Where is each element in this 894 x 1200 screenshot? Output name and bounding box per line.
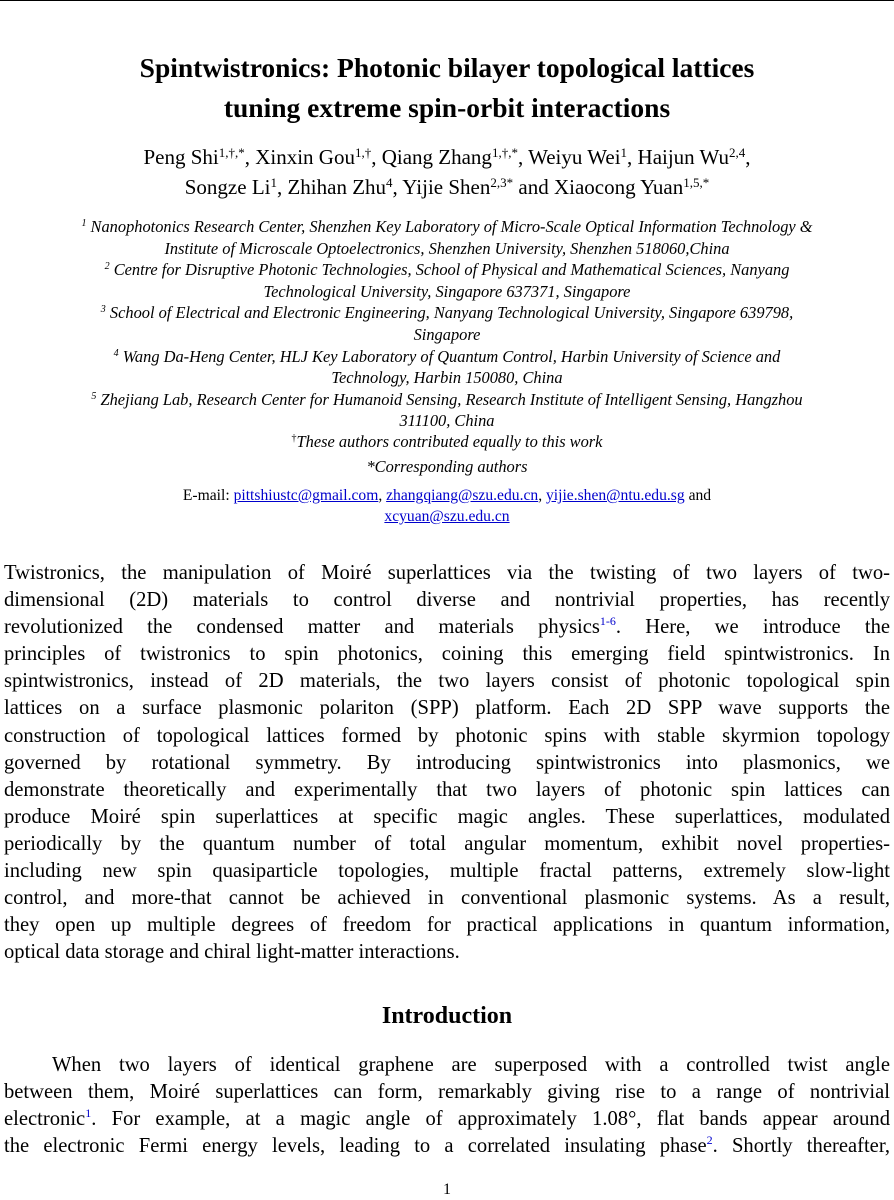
title-line-2: tuning extreme spin-orbit interactions	[223, 92, 671, 123]
intro-line	[4, 1106, 890, 1133]
abstract-line	[4, 614, 890, 641]
author-and: and	[518, 175, 549, 199]
corresponding-authors-note: *Corresponding authors	[366, 457, 528, 476]
author-affil-sup: 1	[620, 145, 628, 160]
author-name: Haijun Wu	[637, 145, 730, 169]
affiliation-4-line-2: Technology, Harbin 150080, China	[331, 368, 563, 388]
intro-line-text: the electronic Fermi energy levels, leading to a correlated insulating phase	[4, 1135, 707, 1158]
abstract-line: produce Moiré spin superlattices at specific magic angles. These superlattices, modulated	[4, 805, 890, 828]
affiliation-5-line-2: 311100, China	[399, 411, 495, 431]
intro-line-tail: . For example, at a magic angle of approximately 1.08°, flat bands appear around	[91, 1108, 890, 1131]
affiliation-text: School of Electrical and Electronic Engineering, Nanyang Technological University, Singapore 639798,	[109, 303, 794, 323]
page-number: 1	[443, 1181, 451, 1198]
affiliation-sup: 5	[91, 390, 97, 402]
author-affil-sup: 4	[386, 175, 393, 190]
email-line-2	[0, 506, 894, 527]
author-affil-sup: 1,†,*	[218, 145, 245, 160]
author-affil-sup: 1,†	[354, 145, 372, 160]
author-name: Qiang Zhang	[381, 145, 492, 169]
author-name: Weiyu Wei	[528, 145, 621, 169]
equal-contribution-text: These authors contributed equally to this work	[296, 432, 603, 451]
affiliation-sup: 2	[104, 261, 110, 273]
email-label: E-mail:	[182, 487, 230, 504]
author-name: Yijie Shen	[402, 175, 491, 199]
affiliation-text: Nanophotonics Research Center, Shenzhen Key Laboratory of Micro-Scale Optical Information Technology &	[90, 217, 813, 236]
abstract-line: demonstrate theoretically and experimentally that two layers of photonic spin lattices can	[4, 778, 890, 801]
intro-line	[4, 1133, 890, 1160]
abstract-line: including new spin quasiparticle topologies, multiple fractal patterns, extremely slow-light	[4, 860, 890, 883]
affiliation-sup: 3	[100, 304, 106, 316]
abstract-line: governed by rotational symmetry. By introducing spintwistronics into plasmonics, we	[4, 751, 890, 774]
abstract-line: periodically by the quantum number of total angular momentum, exhibit novel properties-	[4, 832, 890, 855]
abstract-line-tail: . Here, we introduce the	[615, 616, 891, 639]
author-affil-sup: 1,5,*	[683, 175, 710, 190]
page-top-rule	[0, 0, 894, 1]
email-link[interactable]: zhangqiang@szu.edu.cn	[386, 487, 539, 504]
author-name: Zhihan Zhu	[287, 175, 387, 199]
author-affil-sup: 2,4	[729, 145, 746, 160]
email-link[interactable]: xcyuan@szu.edu.cn	[384, 508, 510, 525]
abstract	[4, 560, 890, 966]
affiliation-1-line-2: Institute of Microscale Optoelectronics, Shenzhen University, Shenzhen 518060,China	[164, 238, 730, 258]
affiliation-5-line-1	[24, 389, 870, 411]
intro-line: When two layers of identical graphene are superposed with a controlled twist angle	[52, 1054, 890, 1076]
author-list	[0, 142, 894, 202]
citation-ref[interactable]: 1-6	[599, 614, 616, 629]
abstract-line-text: revolutionized the condensed matter and materials physics	[4, 616, 600, 639]
email-and: and	[688, 487, 712, 504]
abstract-line: lattices on a surface plasmonic polariton (SPP) platform. Each 2D SPP wave supports the	[4, 697, 890, 720]
intro-line: between them, Moiré superlattices can form, remarkably giving rise to a range of nontrivial	[4, 1081, 890, 1104]
abstract-line: control, and more-that cannot be achieved in conventional plasmonic systems. As a result,	[4, 887, 890, 910]
author-name: Songze Li	[184, 175, 271, 199]
email-line-1: E-mail: pittshiustc@gmail.com, zhangqiang@szu.edu.cn, yijie.shen@ntu.edu.sg and	[182, 487, 712, 504]
author-name: Xiaocong Yuan	[553, 175, 684, 199]
abstract-line: principles of twistronics to spin photonics, coining this emerging field spintwistronics. In	[4, 643, 890, 666]
abstract-line: Twistronics, the manipulation of Moiré superlattices via the twisting of two layers of two-	[4, 562, 890, 584]
abstract-line: they open up multiple degrees of freedom for practical applications in quantum information,	[4, 914, 890, 937]
affiliation-2-line-1	[24, 259, 870, 281]
paper-title	[0, 48, 894, 128]
affiliation-2-line-2: Technological University, Singapore 637371, Singapore	[263, 281, 631, 301]
equal-contribution-note	[0, 431, 894, 453]
author-affil-sup: 1	[270, 175, 277, 190]
email-block	[0, 485, 894, 527]
author-affil-sup: 1,†,*	[491, 145, 518, 160]
intro-line-tail: . Shortly thereafter,	[712, 1135, 891, 1158]
author-line-2: Songze Li$^1$, Zhihan Zhu$^4$, Yijie Shen$^{2,3*}$ and Xiaocong Yuan$^{1,5,*}$	[184, 175, 710, 199]
abstract-line: optical data storage and chiral light-matter interactions.	[4, 941, 460, 964]
affiliation-4-line-1	[24, 346, 870, 368]
affiliation-sup: 1	[81, 218, 87, 229]
citation-ref[interactable]: 1	[85, 1106, 92, 1121]
abstract-line: construction of topological lattices formed by photonic spins with stable skyrmion topology	[4, 724, 890, 747]
affiliation-sup: 4	[113, 347, 119, 359]
affiliation-3-line-1	[24, 302, 870, 324]
author-name: Peng Shi	[143, 145, 219, 169]
affiliation-list	[24, 216, 870, 432]
citation-ref[interactable]: 2	[706, 1133, 713, 1148]
title-line-1: Spintwistronics: Photonic bilayer topological lattices	[139, 52, 755, 83]
author-name: Xinxin Gou	[255, 145, 355, 169]
author-affil-sup: 2,3*	[490, 175, 514, 190]
abstract-line: dimensional (2D) materials to control diverse and nontrivial properties, has recently	[4, 589, 890, 612]
email-link[interactable]: yijie.shen@ntu.edu.sg	[545, 487, 685, 504]
affiliation-3-line-2: Singapore	[413, 324, 481, 344]
affiliation-1-line-1	[24, 216, 870, 238]
email-link[interactable]: pittshiustc@gmail.com	[233, 487, 379, 504]
introduction-body	[4, 1052, 890, 1160]
section-heading-introduction: Introduction	[381, 1003, 513, 1029]
dagger-mark: †	[291, 433, 297, 444]
affiliation-text: Centre for Disruptive Photonic Technologies, School of Physical and Mathematical Sciences, Nanyang	[113, 260, 790, 280]
affiliation-text: Zhejiang Lab, Research Center for Humanoid Sensing, Research Institute of Intelligent Sensing, Hangzhou	[100, 389, 803, 409]
affiliation-text: Wang Da-Heng Center, HLJ Key Laboratory of Quantum Control, Harbin University of Science and	[122, 346, 781, 366]
intro-line-text: electronic	[4, 1108, 86, 1131]
author-line-1: Peng Shi$^{1,\dagger,*}$, Xinxin Gou$^{1,\dagger}$, Qiang Zhang$^{1,\dagger,*}$, Weiyu Wei$^1$, Haijun Wu$^{2,4}$,	[143, 145, 751, 169]
abstract-line: spintwistronics, instead of 2D materials, the two layers consist of photonic topological spin	[4, 670, 890, 693]
